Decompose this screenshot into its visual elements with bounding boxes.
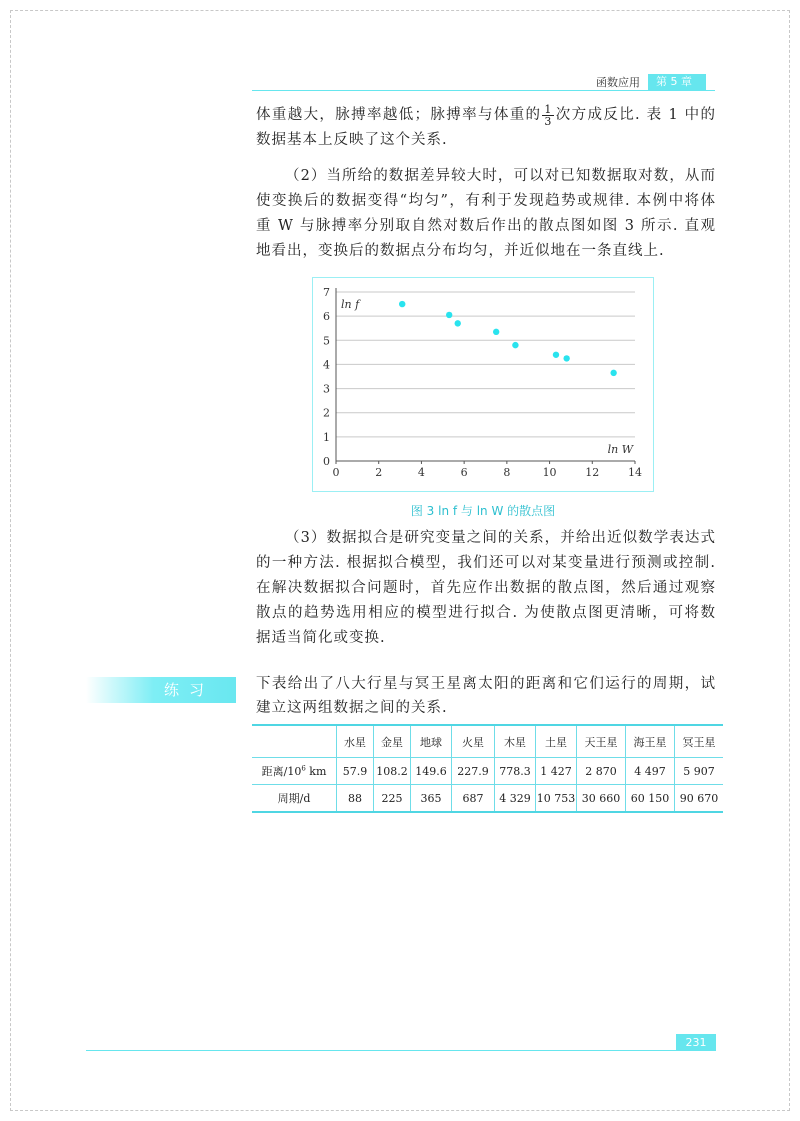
p1-text-after: 次方成反比. 表 1 中的数据基本上反映了这个关系. [256,107,717,148]
chapter-name: 函数应用 [596,76,640,89]
header-cell: 木星 [495,725,536,758]
y-tick-label: 6 [323,310,330,324]
data-point [493,329,499,335]
data-point [455,320,461,326]
table-cell: 60 150 [626,785,675,813]
y-tick-label: 4 [323,358,330,372]
scatter-chart [312,277,654,492]
y-tick-label: 1 [323,430,330,444]
header-cell: 天王星 [577,725,626,758]
p1-text-before: 体重越大，脉搏率越低；脉搏率与体重的 [256,107,542,123]
table-cell: 227.9 [452,758,495,785]
header-cell: 冥王星 [675,725,724,758]
row-label-distance [252,758,337,785]
table-cell: 90 670 [675,785,724,813]
x-tick-label: 10 [542,466,557,479]
figure-caption: 图 3 ln f 与 ln W 的散点图 [410,504,556,518]
y-tick-label: 2 [323,406,330,420]
x-tick-label: 2 [375,466,383,479]
chart-svg [313,278,655,493]
data-point [512,342,518,348]
distance-label-unit: km [305,765,327,778]
table-cell: 687 [452,785,495,813]
x-tick-label: 6 [460,466,468,479]
x-tick-label: 0 [332,466,340,479]
table-cell: 365 [411,785,452,813]
table-row-period [252,785,723,813]
footer-rule [86,1050,716,1051]
exercise-banner-label: 练习 [163,681,214,699]
x-tick-label: 8 [503,466,511,479]
table-cell: 4 497 [626,758,675,785]
header-cell: 海王星 [626,725,675,758]
data-point [563,355,569,361]
distance-label-exponent: 6 [301,764,306,773]
distance-label-text: 距离/10 [261,765,302,778]
header-cell: 土星 [536,725,577,758]
header-cell: 火星 [452,725,495,758]
table-cell: 57.9 [337,758,374,785]
row-label-period: 周期/d [252,785,337,813]
exercise-intro: 下表给出了八大行星与冥王星离太阳的距离和它们运行的周期，试建立这两组数据之间的关系. [256,676,716,716]
data-point [553,352,559,358]
x-tick-label: 12 [585,466,600,479]
chapter-number: 第 5 章 [648,74,706,90]
fraction-one-third [542,104,554,127]
table-cell: 2 870 [577,758,626,785]
y-axis-label: ln f [341,298,360,311]
x-tick-label: 4 [417,466,425,479]
header-cell: 水星 [337,725,374,758]
x-tick-label: 14 [628,466,642,479]
planet-table [252,724,723,813]
paragraph-2: （2）当所给的数据差异较大时，可以对已知数据取对数，从而使变换后的数据变得“均匀”，有利于发现趋势或规律. 本例中将体重 W 与脉搏率分别取自然对数后作出的散点图如图 3 所示. 直观地看出，变换后的数据点分布均匀，并近似地在一条直线上. [256,168,716,259]
table-cell: 149.6 [411,758,452,785]
paragraph-1 [256,103,716,153]
table-row-distance [252,758,723,785]
paragraph-3: （3）数据拟合是研究变量之间的关系，并给出近似数学表达式的一种方法. 根据拟合模型，我们还可以对某变量进行预测或控制. 在解决数据拟合问题时，首先应作出数据的散点图，然后通过观察散点的趋势选用相应的模型进行拟合. 为使散点图更清晰，可将数据适当简化或变换. [256,530,716,646]
header-cell: 地球 [411,725,452,758]
table-cell: 225 [374,785,411,813]
header-cell [252,725,337,758]
x-axis-label: ln W [607,443,633,456]
y-tick-label: 3 [323,382,330,396]
fraction-denominator: 3 [544,114,553,128]
fraction-numerator: 1 [544,102,553,116]
table-cell: 4 329 [495,785,536,813]
exercise-banner [86,677,236,703]
y-tick-label: 0 [323,455,330,468]
table-cell: 88 [337,785,374,813]
table-header-row [252,725,723,758]
page-number: 231 [676,1034,716,1051]
table-cell: 108.2 [374,758,411,785]
table-cell: 778.3 [495,758,536,785]
data-point [399,301,405,307]
header-rule [252,90,715,91]
data-point [610,370,616,376]
table-cell: 10 753 [536,785,577,813]
table-cell: 1 427 [536,758,577,785]
table-cell: 5 907 [675,758,724,785]
table-cell: 30 660 [577,785,626,813]
header-cell: 金星 [374,725,411,758]
y-tick-label: 7 [323,286,330,299]
y-tick-label: 5 [323,334,330,348]
data-point [446,312,452,318]
running-header [596,74,706,90]
